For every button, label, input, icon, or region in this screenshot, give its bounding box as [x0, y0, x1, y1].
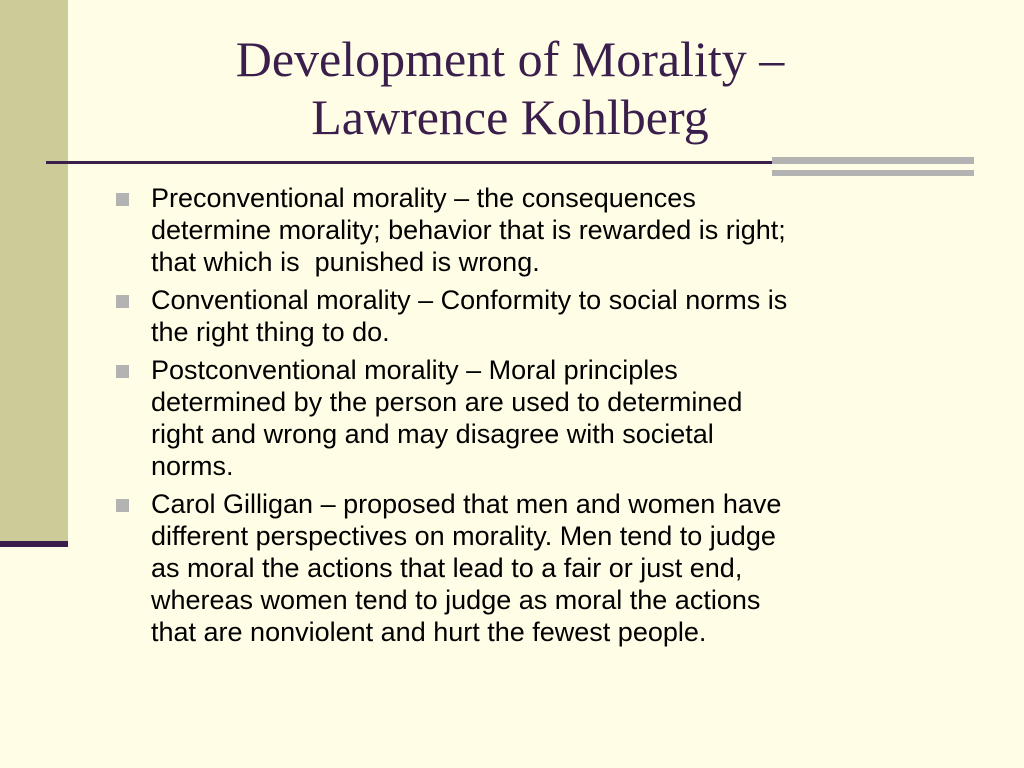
square-bullet-icon: [116, 193, 129, 206]
slide-title-line-1: Development of Morality –: [235, 31, 785, 87]
slide-title-line-2: Lawrence Kohlberg: [311, 89, 709, 145]
bullet-item-preconventional: [116, 182, 976, 278]
bullet-item-gilligan: [116, 488, 976, 648]
bullet-text: Preconventional morality – the consequences determine morality; behavior that is rewarded is right; that which is punished is wrong.: [151, 183, 786, 277]
square-bullet-icon: [116, 365, 129, 378]
bullet-item-postconventional: [116, 354, 976, 482]
title-divider-gray-lower: [772, 170, 974, 176]
title-divider-gray-upper: [772, 157, 974, 164]
bullet-item-conventional: [116, 284, 976, 348]
square-bullet-icon: [116, 499, 129, 512]
bullet-text: Carol Gilligan – proposed that men and women have different perspectives on morality. Men tend to judge as moral the actions that lead to a fair or just end, whereas women tend to judge as moral the actions that are nonviolent and hurt the fewest people.: [151, 489, 782, 647]
square-bullet-icon: [116, 295, 129, 308]
left-decorative-bar: [0, 0, 68, 541]
bullet-text: Conventional morality – Conformity to social norms is the right thing to do.: [151, 285, 788, 347]
title-divider: [46, 161, 772, 164]
bullet-list: [116, 182, 976, 654]
bullet-text: Postconventional morality – Moral principles determined by the person are used to determined right and wrong and may disagree with societal norms.: [151, 355, 743, 481]
left-bar-underline: [0, 541, 68, 547]
slide-title: [150, 30, 870, 146]
